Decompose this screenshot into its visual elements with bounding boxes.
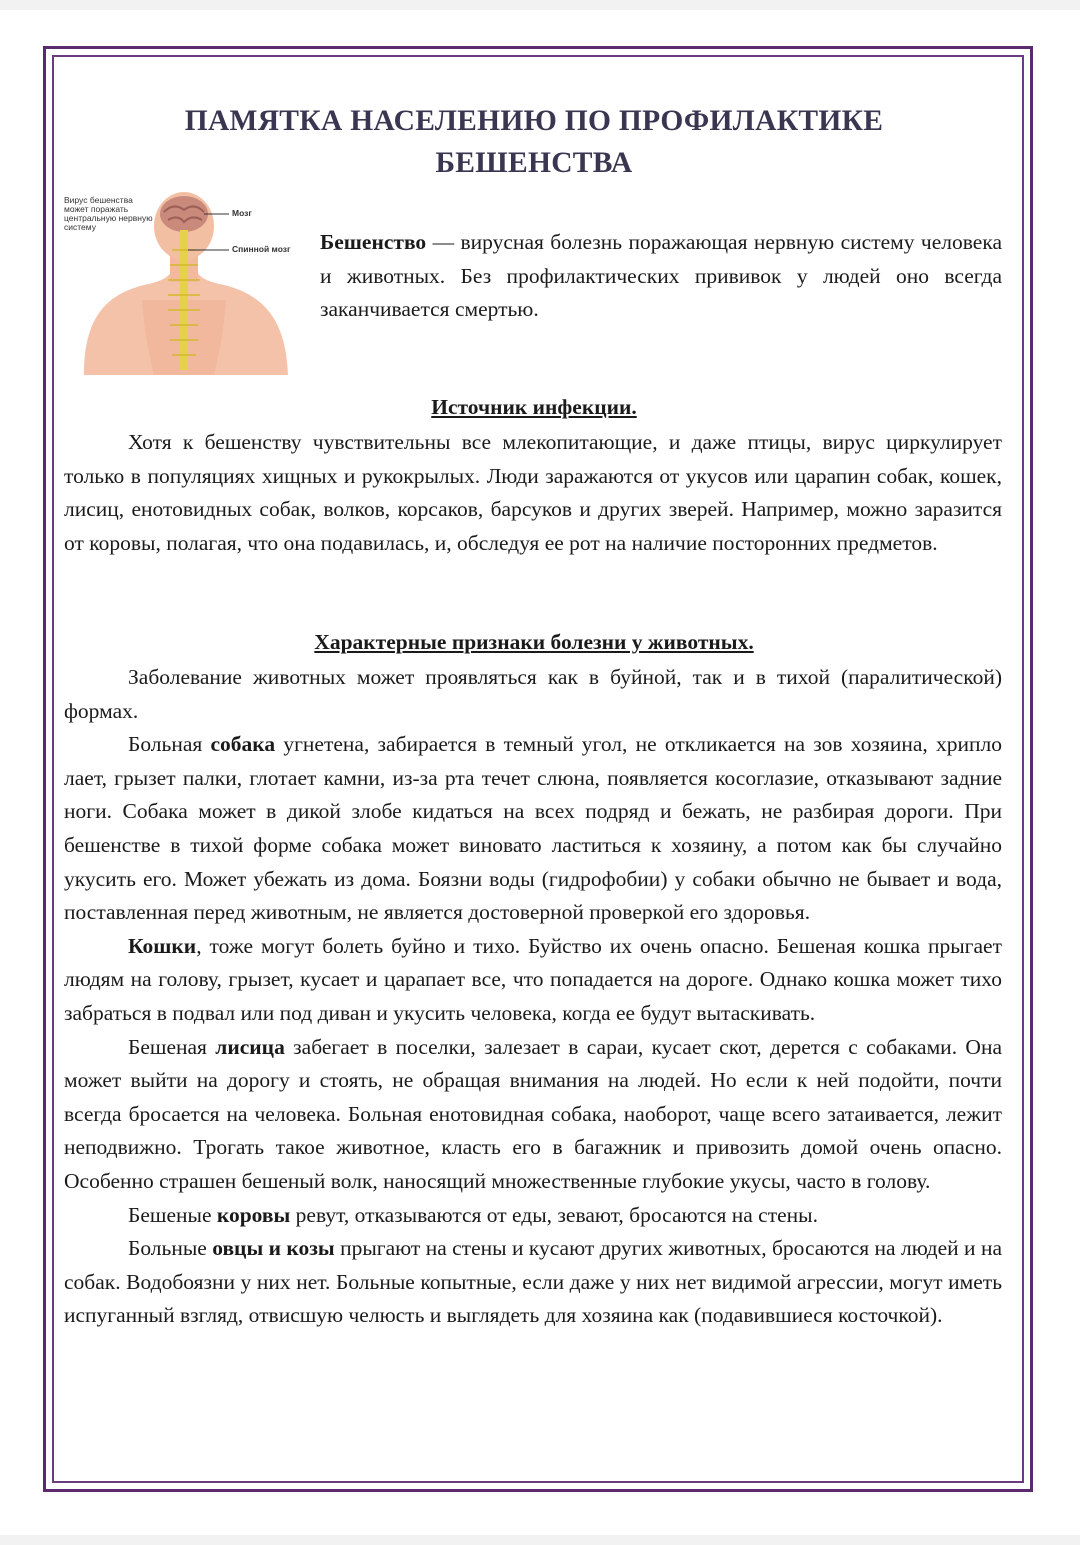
fox-term: лисица bbox=[215, 1034, 285, 1059]
page-title bbox=[64, 100, 1004, 184]
cows-text: ревут, отказываются от еды, зевают, бросаются на стены. bbox=[290, 1202, 818, 1227]
cats-term: Кошки bbox=[128, 933, 197, 958]
section-infection-source bbox=[64, 426, 1002, 560]
paragraph-dog bbox=[64, 728, 1002, 930]
cows-pre: Бешеные bbox=[128, 1202, 217, 1227]
dog-pre: Больная bbox=[128, 732, 211, 757]
sheep-text: прыгают на стены и кусают других животных, бросаются на людей и на собак. Водобоязни у них нет. Больные копытные, если даже у них нет видимой агрессии, могут иметь испуганный взгляд, отвисшую челюсть и выглядеть для хозяина как (подавившиеся косточкой). bbox=[64, 1236, 1003, 1328]
dog-term: собака bbox=[210, 732, 276, 757]
fox-text: забегает в поселки, залезает в сараи, кусает скот, дерется с собаками. Она может выйти на дорогу и стоять, не обращая внимания на людей. Но если к ней подойти, почти всегда бросается на человека. Больная енотовидная собака, наоборот, чаще всего затаивается, лежит неподвижно. Трогать такое животное, класть его в багажник и привозить домой очень опасно. Особенно страшен бешеный волк, наносящий множественные глубокие укусы, часто в голову. bbox=[64, 1034, 1002, 1193]
spine-illustration bbox=[64, 190, 304, 380]
paragraph-sheep-goats bbox=[64, 1232, 1002, 1333]
dog-text: угнетена, забирается в темный угол, не откликается на зов хозяина, хрипло лает, грызет палки, глотает камни, из-за рта течет слюна, появляется косоглазие, отказывают задние ноги. Собака может в дикой злобе кидаться на всех подряд и бежать, не разбирая дороги. При бешенстве в тихой форме собака может виновато ластиться к хозяину, а потом как бы случайно укусить его. Может убежать из дома. Боязни воды (гидрофобии) у собаки обычно не бывает и вода, поставленная перед животным, не является достоверной проверкой его здоровья. bbox=[64, 732, 1002, 925]
infection-source-paragraph: Хотя к бешенству чувствительны все млекопитающие, и даже птицы, вирус циркулирует только в популяциях хищных и рукокрылых. Люди заражаются от укусов или царапин собак, кошек, лисиц, енотовидных собак, волков, корсаков, барсуков и других зверей. Например, можно заразится от коровы, полагая, что она подавилась, и, обследуя ее рот на наличие посторонних предметов. bbox=[64, 430, 1002, 555]
paragraph-cows bbox=[64, 1199, 1002, 1233]
label-brain: Мозг bbox=[232, 208, 252, 218]
paragraph-cats bbox=[64, 930, 1002, 1031]
intro-text: — вирусная болезнь поражающая нервную систему человека и животных. Без профилактических прививок у людей оно всегда заканчивается смертью. bbox=[320, 230, 1002, 321]
sheep-term: овцы и козы bbox=[212, 1236, 335, 1261]
paragraph-forms: Заболевание животных может проявляться как в буйной, так и в тихой (паралитической) формах. bbox=[64, 665, 1002, 723]
cats-text: , тоже могут болеть буйно и тихо. Буйство их очень опасно. Бешеная кошка прыгает людям на голову, грызет, кусает и царапает все, что попадается на дороге. Однако кошка может тихо забраться в подвал или под диван и укусить человека, когда ее будут вытаскивать. bbox=[64, 933, 1002, 1025]
caption-virus: Вирус бешенства может поражать центральную нервную систему bbox=[64, 195, 153, 232]
sheep-pre: Больные bbox=[128, 1236, 213, 1261]
title-line-1: ПАМЯТКА НАСЕЛЕНИЮ ПО ПРОФИЛАКТИКЕ bbox=[184, 105, 884, 137]
label-spinal-cord: Спинной мозг bbox=[232, 244, 291, 254]
heading-animal-symptoms: Характерные признаки болезни у животных. bbox=[314, 630, 754, 654]
title-line-2: БЕШЕНСТВА bbox=[435, 147, 633, 179]
intro-paragraph bbox=[320, 226, 1002, 327]
cows-term: коровы bbox=[216, 1202, 291, 1227]
paragraph-fox bbox=[64, 1031, 1002, 1199]
fox-pre: Бешеная bbox=[128, 1034, 216, 1059]
term-rabies: Бешенство bbox=[320, 230, 427, 254]
heading-infection-source: Источник инфекции. bbox=[431, 395, 637, 419]
section-animal-symptoms bbox=[64, 661, 1002, 1333]
